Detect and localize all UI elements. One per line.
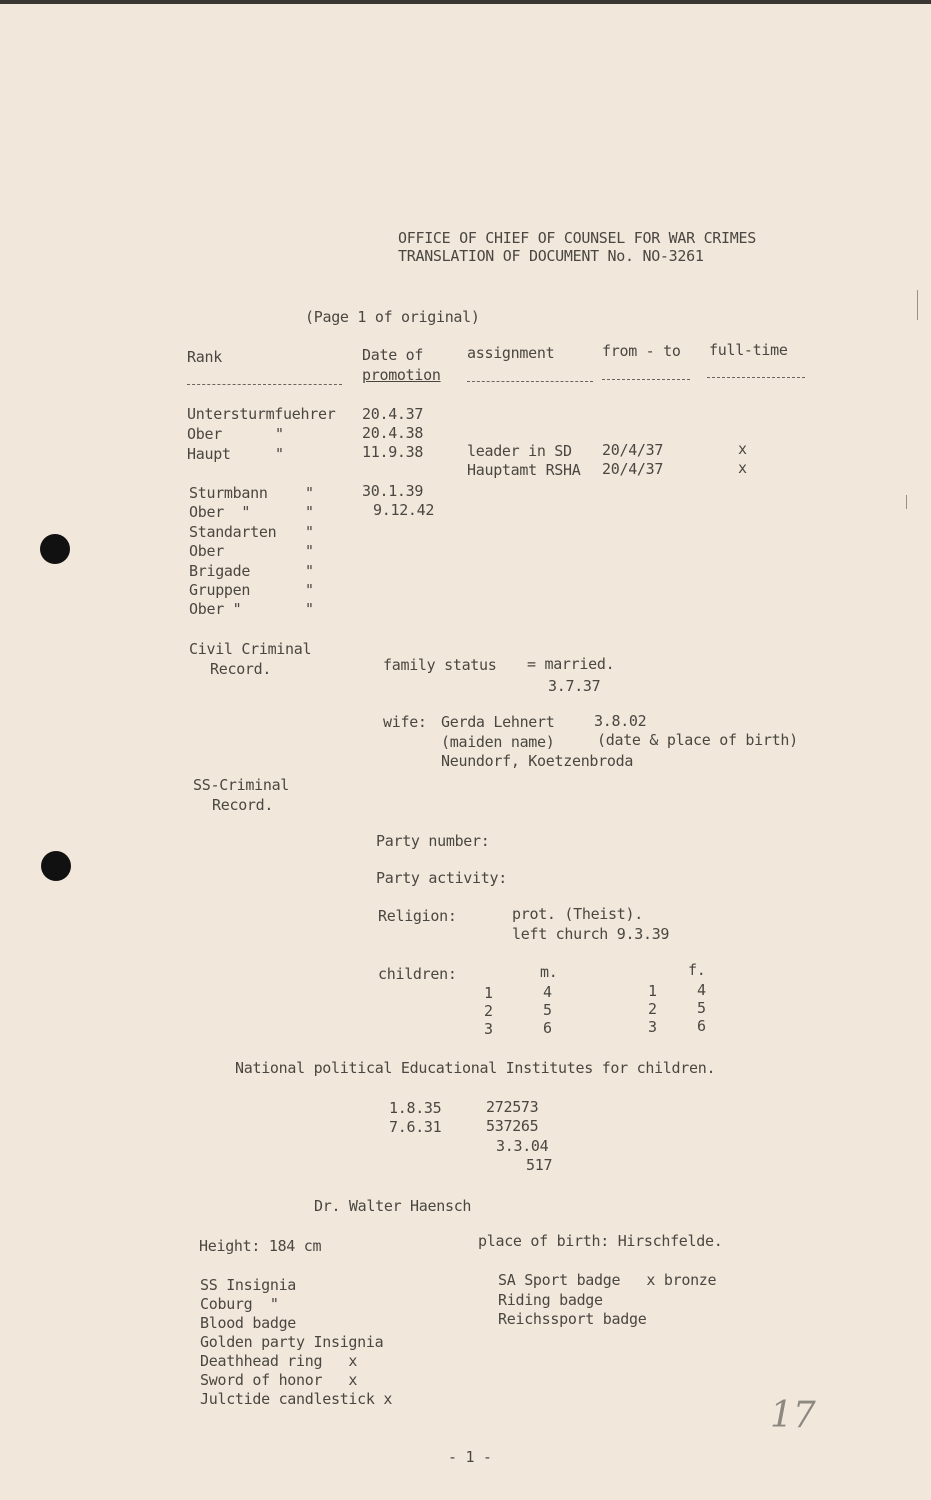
number-value-2: 537265	[486, 1117, 539, 1135]
number-date-1: 1.8.35	[389, 1099, 442, 1117]
row-date: 9.12.42	[373, 501, 435, 519]
header-rank: Rank	[187, 348, 222, 366]
religion-note: left church 9.3.39	[512, 925, 670, 943]
list-item: Deathhead ring x	[200, 1352, 358, 1370]
header-rule	[707, 377, 805, 378]
number-date-2: 7.6.31	[389, 1118, 442, 1136]
row-ditto: "	[275, 425, 284, 443]
row-ditto: "	[305, 484, 314, 502]
child-index: 2	[484, 1002, 493, 1020]
number-value-4: 517	[526, 1156, 553, 1174]
family-status-label: family status	[383, 656, 497, 674]
handwritten-number: 17	[770, 1395, 816, 1436]
row-rank: Standarten	[189, 523, 277, 541]
child-value: 5	[543, 1001, 552, 1019]
header-date-2: promotion	[362, 366, 441, 384]
family-status-date: 3.7.37	[548, 677, 601, 695]
list-item: Julctide candlestick x	[200, 1390, 393, 1408]
child-value: 5	[697, 999, 706, 1017]
scan-edge	[0, 0, 931, 4]
number-value-3: 3.3.04	[496, 1137, 549, 1155]
list-item: Blood badge	[200, 1314, 297, 1332]
row-rank: Ober "	[189, 503, 251, 521]
row-date: 20.4.37	[362, 405, 424, 423]
child-index: 3	[648, 1018, 657, 1036]
birth-note: (date & place of birth)	[597, 731, 798, 749]
row-ditto: "	[305, 562, 314, 580]
child-index: 1	[648, 982, 657, 1000]
place-of-birth: place of birth: Hirschfelde.	[478, 1232, 723, 1250]
child-value: 6	[543, 1019, 552, 1037]
row-date: 30.1.39	[362, 482, 424, 500]
row-from-to: 20/4/37	[602, 460, 664, 478]
height: Height: 184 cm	[199, 1237, 322, 1255]
header-rule	[187, 384, 342, 385]
number-value-1: 272573	[486, 1098, 539, 1116]
header-line-2: TRANSLATION OF DOCUMENT No. NO-3261	[398, 247, 704, 265]
civil-record-label: Civil Criminal	[189, 640, 312, 658]
punch-hole-bottom	[41, 851, 71, 881]
row-full-time: x	[738, 459, 747, 477]
header-rule	[467, 381, 593, 382]
religion-label: Religion:	[378, 907, 457, 925]
row-ditto: "	[305, 581, 314, 599]
header-line-1: OFFICE OF CHIEF OF COUNSEL FOR WAR CRIMES	[398, 229, 756, 247]
list-item: SS Insignia	[200, 1276, 297, 1294]
list-item: Reichssport badge	[498, 1310, 647, 1328]
row-full-time: x	[738, 440, 747, 458]
ss-record-label: SS-Criminal	[193, 776, 290, 794]
header-from-to: from - to	[602, 342, 681, 360]
row-ditto: "	[305, 542, 314, 560]
child-index: 1	[484, 984, 493, 1002]
row-rank: Sturmbann	[189, 484, 268, 502]
row-assignment: Hauptamt RSHA	[467, 461, 581, 479]
children-m-header: m.	[540, 963, 558, 981]
scan-mark	[906, 495, 907, 509]
header-assignment: assignment	[467, 344, 555, 362]
header-date-1: Date of	[362, 346, 424, 364]
civil-record-label-2: Record.	[210, 660, 272, 678]
religion-value: prot. (Theist).	[512, 905, 643, 923]
row-ditto: "	[305, 503, 314, 521]
party-number-label: Party number:	[376, 832, 490, 850]
person-name: Dr. Walter Haensch	[314, 1197, 472, 1215]
row-rank: Gruppen	[189, 581, 251, 599]
scan-mark	[917, 290, 918, 320]
party-activity-label: Party activity:	[376, 869, 507, 887]
family-status-value: = married.	[527, 655, 615, 673]
row-rank: Ober	[187, 425, 222, 443]
row-date: 11.9.38	[362, 443, 424, 461]
wife-name: Gerda Lehnert	[441, 713, 555, 731]
children-f-header: f.	[688, 961, 706, 979]
children-label: children:	[378, 965, 457, 983]
child-value: 4	[543, 983, 552, 1001]
child-index: 3	[484, 1020, 493, 1038]
row-ditto: "	[305, 523, 314, 541]
ss-record-label-2: Record.	[212, 796, 274, 814]
wife-dob: 3.8.02	[594, 712, 647, 730]
row-rank: Ober "	[189, 600, 242, 618]
header-rule	[602, 379, 690, 380]
list-item: Sword of honor x	[200, 1371, 358, 1389]
row-rank: Haupt	[187, 445, 231, 463]
row-rank: Ober	[189, 542, 224, 560]
maiden-note: (maiden name)	[441, 733, 555, 751]
list-item: SA Sport badge x bronze	[498, 1271, 717, 1289]
list-item: Coburg "	[200, 1295, 279, 1313]
child-index: 2	[648, 1000, 657, 1018]
row-ditto: "	[305, 600, 314, 618]
child-value: 6	[697, 1017, 706, 1035]
child-value: 4	[697, 981, 706, 999]
row-rank: Brigade	[189, 562, 251, 580]
wife-birthplace: Neundorf, Koetzenbroda	[441, 752, 634, 770]
punch-hole-top	[40, 534, 70, 564]
row-rank: Untersturmfuehrer	[187, 405, 336, 423]
page-note: (Page 1 of original)	[305, 308, 480, 326]
page-number: - 1 -	[448, 1448, 492, 1466]
list-item: Golden party Insignia	[200, 1333, 384, 1351]
institutes-line: National political Educational Institutes for children.	[235, 1059, 716, 1077]
list-item: Riding badge	[498, 1291, 603, 1309]
row-date: 20.4.38	[362, 424, 424, 442]
wife-label: wife:	[383, 713, 427, 731]
row-assignment: leader in SD	[467, 442, 572, 460]
row-ditto: "	[275, 445, 284, 463]
row-from-to: 20/4/37	[602, 441, 664, 459]
header-full-time: full-time	[709, 341, 788, 359]
